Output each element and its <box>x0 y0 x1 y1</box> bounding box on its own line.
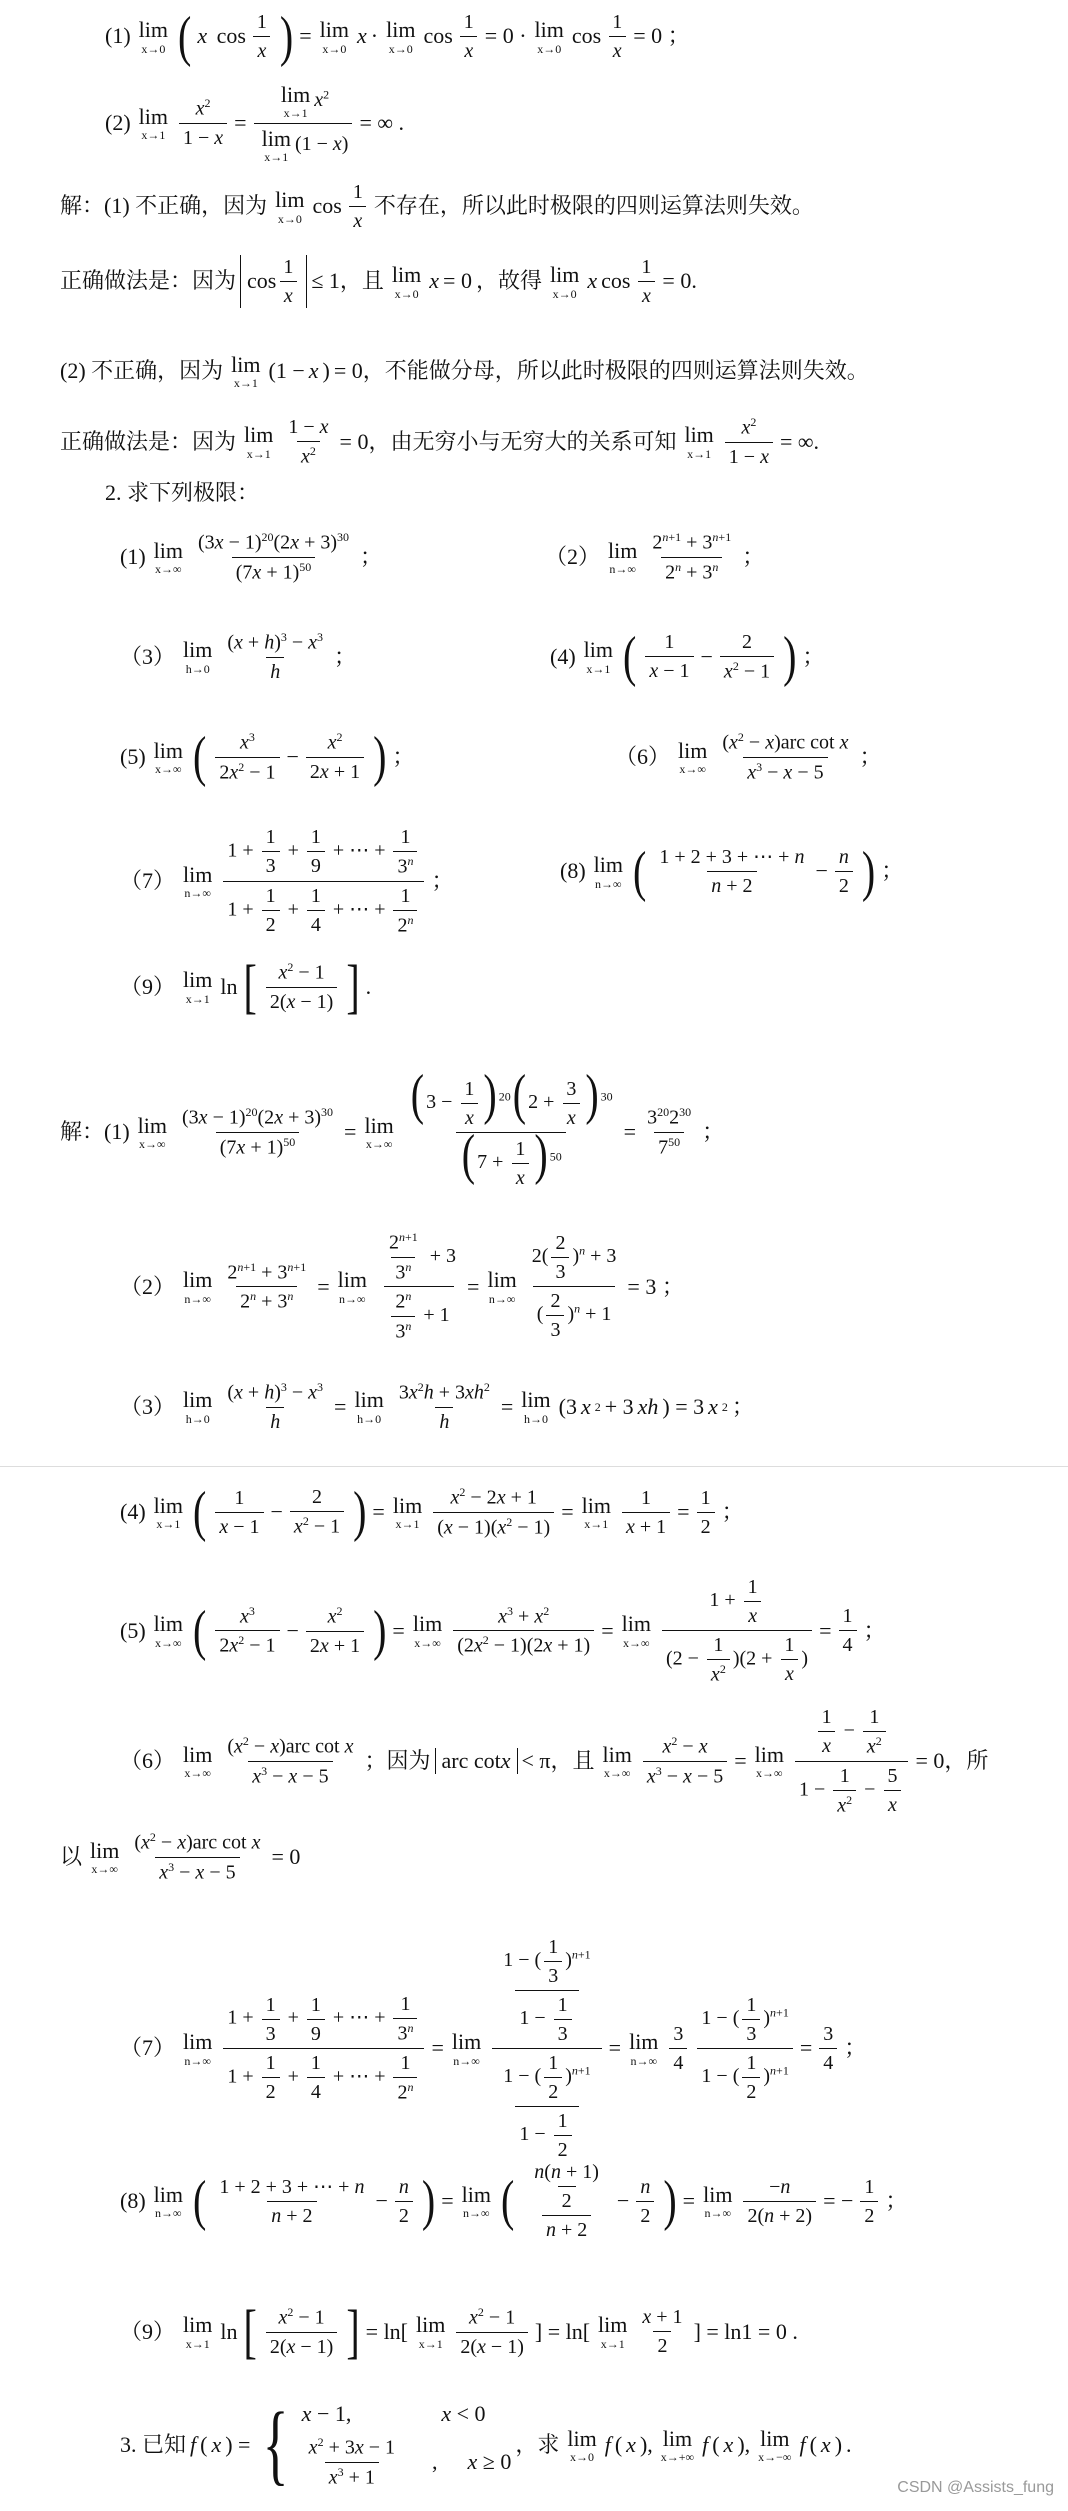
q2-item-3: （3） lim h→0 $\frac{(x + h)^3 - x^3}{h}$ ； <box>120 630 357 683</box>
solution-1: 解：(1) lim x→∞ $\frac{(3x - 1)^{20}(2x + 3)^{30}}{(7x + 1)^{50}}$ = lim x→∞ ( 3 − $\frac{1}{x}$ ) $^{20}$( 2 + $\frac{3}{x}$ ) $^{30}$ ( 7 + $\frac{1}{x}$ ) $^{50}$ = $\frac{3^{20}2^{30}}{7^{50}}$ ； <box>60 1062 725 1189</box>
solution-7: （7） lim n→∞ 1 + $\frac{1}{3}$ + $\frac{1}{9}$ + ⋯ + $\frac{1}{3^n}$ 1 + $\frac{1}{2}$ + $\frac{1}{4}$ + ⋯ + $\frac{1}{2^n}$ = lim n→∞ 1 − ( $\frac{1}{3}$ )$^{n+1}$ 1 − $\frac{1}{3}$ 1 − ( $\frac{1}{2}$ )$^{n+1}$ 1 − $\frac{1}{2}$ = lim n→∞ $\frac{3}{4}$ 1 − ( $\frac{1}{3}$ )$^{n+1}$ 1 − ( $\frac{1}{2}$ )$^{n+1}$ = $\frac{3}{4}$ ； <box>120 1936 867 2161</box>
q2-item-4: (4) lim x→1 ( $\frac{1}{x - 1}$ − $\frac{2}{x^2 - 1}$ ) ； <box>550 624 825 688</box>
solution-6-cont: 以 lim x→∞ $\frac{(x^2 - x)arc \cot x}{x^3 - x - 5}$ = 0 <box>60 1830 301 1884</box>
prev-correct-1: 正确做法是：因为 cos $\frac{1}{x}$ ≤ 1，且 lim x→0 x = 0 ，故得 lim x→0 x cos $\frac{1}{x}$ = 0. <box>60 256 697 307</box>
solution-5: (5) lim x→∞ ( $\frac{x^3}{2x^2 - 1}$ − $\frac{x^2}{2x + 1}$ ) = lim x→∞ $\frac{x^3 + x^2}{(2x^2 - 1)(2x + 1)}$ = lim x→∞ 1 + $\frac{1}{x}$ (2 − $\frac{1}{x^2}$ )(2 + $\frac{1}{x}$ ) = $\frac{1}{4}$ ； <box>120 1576 886 1686</box>
q2-item-7: （7） lim n→∞ 1 + $\frac{1}{3}$ + $\frac{1}{9}$ + ⋯ + $\frac{1}{3^n}$ 1 + $\frac{1}{2}$ + $\frac{1}{4}$ + ⋯ + $\frac{1}{2^n}$ ； <box>120 826 454 937</box>
solution-3: （3） lim h→0 $\frac{(x + h)^3 - x^3}{h}$ = lim h→0 $\frac{3x^2h + 3xh^2}{h}$ = lim h→0 (3 x 2 + 3 xh ) = 3 x 2 ； <box>120 1380 754 1433</box>
prev-answer-1: 解：(1) 不正确，因为 lim x→0 cos $\frac{1}{x}$ 不存在，所以此时极限的四则运算法则失效。 <box>60 181 814 232</box>
prev-problem-1: (1) lim x→0 ( x cos $\frac{1}{x}$ ) = lim x→0 x · lim x→0 cos $\frac{1}{x}$ = 0 · lim x→0 cos $\frac{1}{x}$ = 0 ； <box>105 4 690 68</box>
solution-8: (8) lim n→∞ ( $\frac{1 + 2 + 3 + \cdots + n}{n + 2}$ − $\frac{n}{2}$ ) = lim n→∞ ( $\frac{\frac{n(n + 1)}{2}}{n + 2}$ − $\frac{n}{2}$ ) = lim n→∞ $\frac{-n}{2(n + 2)}$ = − $\frac{1}{2}$ ； <box>120 2161 908 2241</box>
prev-problem-2: (2) lim x→1 $\frac{x^2}{1 - x}$ = lim x→1 $x^2$ lim x→1 (1 − x) = ∞ . <box>105 82 405 165</box>
q2-item-8: (8) lim n→∞ ( $\frac{1 + 2 + 3 + \cdots + n}{n + 2}$ − $\frac{n}{2}$ ) ； <box>560 839 904 903</box>
watermark: CSDN @Assists_fung <box>897 2479 1054 2496</box>
q2-item-5: (5) lim x→∞ ( $\frac{x^3}{2x^2 - 1}$ − $\frac{x^2}{2x + 1}$ ) ； <box>120 724 415 788</box>
prev-answer-2: (2) 不正确，因为 lim x→1 (1 − x ) = 0，不能做分母，所以此时极限的四则运算法则失效。 <box>60 352 869 391</box>
solution-4: (4) lim x→1 ( $\frac{1}{x - 1}$ − $\frac{2}{x^2 - 1}$ ) = lim x→1 $\frac{x^2 - 2x + 1}{(x - 1)(x^2 - 1)}$ = lim x→1 $\frac{1}{x + 1}$ = $\frac{1}{2}$ ； <box>120 1479 744 1543</box>
solution-6: （6） lim x→∞ $\frac{(x^2 - x)arc \cot x}{x^3 - x - 5}$ ；因为 arc cot x < π，且 lim x→∞ $\frac{x^2 - x}{x^3 - x - 5}$ = lim x→∞ $\frac{1}{x}$ − $\frac{1}{x^2}$ 1 − $\frac{1}{x^2}$ − $\frac{5}{x}$ = 0，所 <box>120 1706 989 1817</box>
q2-item-9: （9） lim x→1 ln [ $\frac{x^2 - 1}{2(x - 1)}$ ] . <box>120 952 372 1020</box>
page-divider <box>0 1466 1068 1467</box>
question-2-title: 2. 求下列极限： <box>105 480 260 505</box>
prev-correct-2: 正确做法是：因为 lim x→1 $\frac{1 - x}{x^2}$ = 0，由无穷小与无穷大的关系可知 lim x→1 $\frac{x^2}{1 - x}$ = ∞. <box>60 415 820 468</box>
solution-2: （2） lim n→∞ $\frac{2^{n+1} + 3^{n+1}}{2^n + 3^n}$ = lim n→∞ $\frac{2^{n+1}}{3^n}$ + 3 $\frac{2^n}{3^n}$ + 1 = lim n→∞ 2( $\frac{2}{3}$ )$^n$ + 3 ( $\frac{2}{3}$ )$^n$ + 1 = 3 ； <box>120 1230 684 1343</box>
q2-item-1: (1) lim x→∞ $\frac{(3x - 1)^{20}(2x + 3)^{30}}{(7x + 1)^{50}}$ ； <box>120 530 383 584</box>
q2-item-6: （6） lim x→∞ $\frac{(x^2 - x)arc \cot x}{x^3 - x - 5}$ ； <box>615 730 882 784</box>
solution-9: （9） lim x→1 ln [ $\frac{x^2 - 1}{2(x - 1)}$ ] = ln[ lim x→1 $\frac{x^2 - 1}{2(x - 1)}$ ] = ln[ lim x→1 $\frac{x + 1}{2}$ ] = ln1 = 0 . <box>120 2297 798 2365</box>
q2-item-2: （2） lim n→∞ $\frac{2^{n+1} + 3^{n+1}}{2^n + 3^n}$ ； <box>545 530 765 584</box>
question-3: 3. 已知 f ( x ) = { x − 1, x < 0 $\frac{x^2 + 3x - 1}{x^3 + 1}$ , x ≥ 0 ，求 lim x→0 f ( x ), lim x→+∞ f ( x ), lim x→−∞ f ( x ) . <box>120 2395 852 2494</box>
